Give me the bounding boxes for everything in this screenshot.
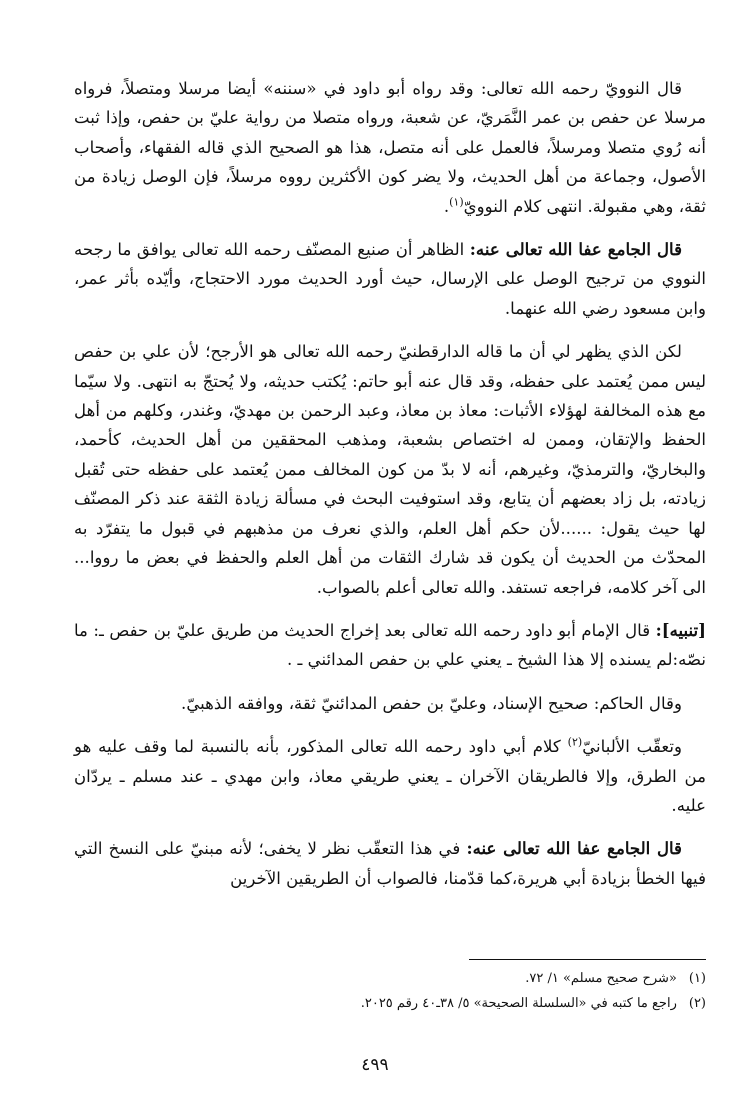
footnote-number: (٢) [688,996,706,1011]
paragraph-tanbih [74,616,706,675]
paragraph-text: وقال الحاكم: صحيح الإسناد، وعليّ بن حفص المدائنيّ ثقة، ووافقه الذهبيّ. [181,693,682,713]
footnote-number: (١) [688,971,706,986]
paragraph-compiler-note-1 [74,235,706,323]
paragraph-tail: . [443,196,450,216]
footnote-text: «شرح صحيح مسلم» ١/ ٧٢. [525,971,677,986]
paragraph-text: في هذا التعقّب نظر لا يخفى؛ لأنه مبنيّ على النسخ التي فيها الخطأ بزيادة أبي هريرة،كما قدّمنا، فالصواب أن الطريقين الآخرين [74,839,706,888]
paragraph-text: قال الإمام أبو داود رحمه الله تعالى بعد إخراج الحديث من طريق عليّ بن حفص ـ: ما نصّه:لم يسنده إلا هذا الشيخ ـ يعني علي بن حفص المدائني ـ . [74,620,706,670]
paragraph-text: لكن الذي يظهر لي أن ما قاله الدارقطنيّ رحمه الله تعالى هو الأرجح؛ لأن علي بن حفص ليس ممن يُعتمد على حفظه، وقد قال عنه أبو حاتم: يُكتب حديثه، ولا يُحتجّ به انتهى. ولا سيّما مع هذه المخالفة لهؤلاء الأثبات: معاذ بن معاذ، وعبد الرحمن بن مهديّ، وغندر، وكلهم من أهل الحفظ والإتقان، وممن له اختصاص بشعبة، ومذهب المحققين من أهل الحديث، كأحمد، والبخاريّ، والترمذيّ، وغيرهم، أنه لا بدّ من كون المخالف ممن يُعتمد على حفظه حتى تُقبل زيادته، بل زاد بعضهم أن يتابع، وقد استوفيت البحث في مسألة زيادة الثقة عند ذكر المصنّف لها حيث يقول: ......لأن حكم أهل العلم، والذي نعرف من مذهبهم في قبول ما يتفرّد به المحدّث من الحديث أن يكون قد شارك الثقات من أهل العلم والحفظ في بعض ما رووا... الى آخر كلامه، فراجعه تستفد. والله تعالى أعلم بالصواب. [74,342,706,597]
footnote-text: راجع ما كتبه في «السلسلة الصحيحة» ٥/ ٣٨ـ٤٠ رقم ٢٠٢٥. [360,996,677,1011]
page-body [74,74,706,907]
footnote-ref-2[interactable]: (٢) [567,735,583,749]
page-number: ٤٩٩ [361,1055,389,1075]
paragraph-text: قال النوويّ رحمه الله تعالى: وقد رواه أبو داود في «سننه» أيضا مرسلا ومتصلاً، فرواه مرسلا عن حفص بن عمر النَّمَريّ، عن شعبة، ورواه متصلا من رواية عليّ بن حفص، وإذا ثبت أنه رُوي متصلا ومرسلاً، فالعمل على أنه متصل، هذا هو الصحيح الذي قاله الفقهاء، وأصحاب الأصول، وجماعة من أهل الحديث، ولا يضر كون الأكثرين رووه مرسلاً، فإن الوصل زيادة من ثقة، وهي مقبولة. انتهى كلام النوويّ [74,79,707,216]
paragraph-lead: قال الجامع عفا الله تعالى عنه: [469,239,683,260]
paragraph-daraqutni-opinion [74,337,706,602]
footnotes [74,968,706,1018]
paragraph-nawawi-quote [74,74,706,221]
footnote-2 [74,993,706,1015]
paragraph-compiler-note-2 [74,834,706,893]
paragraph-tail: كلام أبي داود رحمه الله تعالى المذكور، بأنه بالنسبة لما وقف عليه هو من الطرق، وإلا فالطريقان الآخران ـ يعني طريقي معاذ، وابن مهدي ـ عند مسلم ـ يردّان عليه. [74,737,706,815]
paragraph-albani [74,732,706,820]
footnote-1 [74,968,706,990]
paragraph-lead: قال الجامع عفا الله تعالى عنه: [466,838,682,859]
footnote-ref-1[interactable]: (١) [449,195,464,209]
paragraph-text: الظاهر أن صنيع المصنّف رحمه الله تعالى يوافق ما رجحه النووي من ترجيح الوصل على الإرسال، حيث أورد الحديث مورد الاحتجاج، وأيّده بأثر عمر، وابن مسعود رضي الله عنهما. [74,240,706,318]
paragraph-text: وتعقّب الألبانيّ [582,737,682,757]
paragraph-lead: [تنبيه]: [655,619,706,640]
footnote-separator [469,959,706,960]
paragraph-hakim [74,689,706,718]
